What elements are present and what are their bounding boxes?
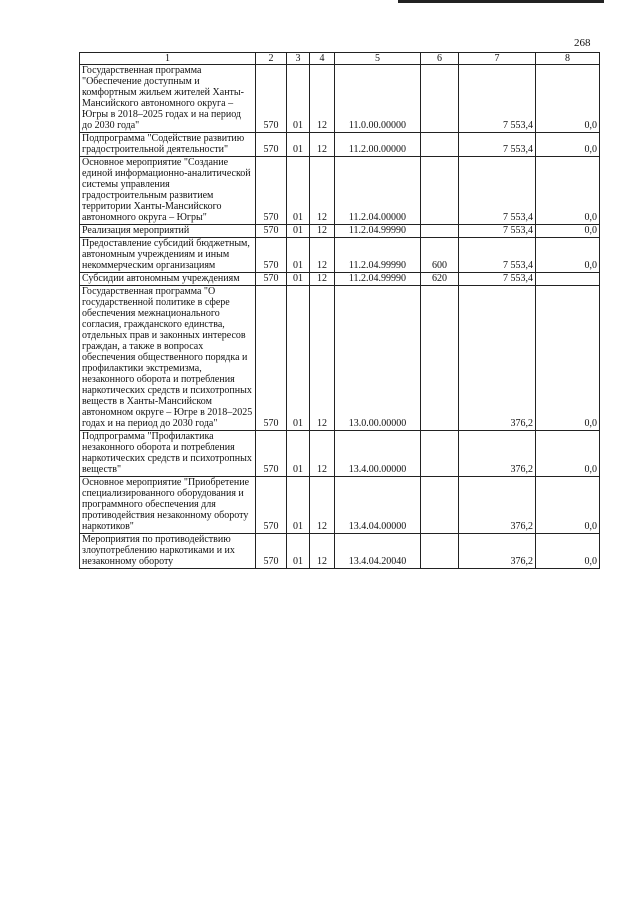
section-code-cell: 01 <box>287 431 310 477</box>
table-row <box>80 225 600 238</box>
amount-cell: 376,2 <box>459 477 536 534</box>
expense-type-cell <box>421 65 459 133</box>
table-row <box>80 65 600 133</box>
section-code-cell: 01 <box>287 534 310 569</box>
section-code-cell: 01 <box>287 225 310 238</box>
expense-type-cell <box>421 157 459 225</box>
target-article-cell: 11.2.04.99990 <box>335 225 421 238</box>
subsection-code-cell: 12 <box>310 534 335 569</box>
row-name-cell: Государственная программа "Обеспечение доступным и комфортным жильем жителей Ханты-Мансийского автономного округа – Югры в 2018–2025 годах и на период до 2030 года" <box>80 65 256 133</box>
subsection-code-cell: 12 <box>310 431 335 477</box>
federal-amount-cell: 0,0 <box>536 477 600 534</box>
federal-amount-cell <box>536 273 600 286</box>
column-header-5: 5 <box>335 53 421 65</box>
admin-code-cell: 570 <box>256 273 287 286</box>
column-header-1: 1 <box>80 53 256 65</box>
subsection-code-cell: 12 <box>310 225 335 238</box>
subsection-code-cell: 12 <box>310 238 335 273</box>
budget-table-wrapper <box>79 52 600 569</box>
federal-amount-cell: 0,0 <box>536 238 600 273</box>
table-row <box>80 431 600 477</box>
table-row <box>80 157 600 225</box>
table-row <box>80 238 600 273</box>
amount-cell: 376,2 <box>459 286 536 431</box>
expense-type-cell: 600 <box>421 238 459 273</box>
table-body <box>80 65 600 569</box>
column-header-3: 3 <box>287 53 310 65</box>
federal-amount-cell: 0,0 <box>536 534 600 569</box>
row-name-cell: Подпрограмма "Профилактика незаконного оборота и потребления наркотических средств и психотропных веществ" <box>80 431 256 477</box>
row-name-cell: Основное мероприятие "Приобретение специализированного оборудования и программного обеспечения для противодействия незаконному обороту наркотиков" <box>80 477 256 534</box>
amount-cell: 376,2 <box>459 431 536 477</box>
target-article-cell: 11.2.04.00000 <box>335 157 421 225</box>
table-row <box>80 286 600 431</box>
federal-amount-cell: 0,0 <box>536 431 600 477</box>
table-row <box>80 534 600 569</box>
admin-code-cell: 570 <box>256 65 287 133</box>
column-header-6: 6 <box>421 53 459 65</box>
row-name-cell: Реализация мероприятий <box>80 225 256 238</box>
table-row <box>80 133 600 157</box>
expense-type-cell <box>421 225 459 238</box>
table-header-row <box>80 53 600 65</box>
budget-table <box>79 52 600 569</box>
amount-cell: 7 553,4 <box>459 133 536 157</box>
subsection-code-cell: 12 <box>310 286 335 431</box>
admin-code-cell: 570 <box>256 157 287 225</box>
admin-code-cell: 570 <box>256 477 287 534</box>
column-header-8: 8 <box>536 53 600 65</box>
amount-cell: 376,2 <box>459 534 536 569</box>
target-article-cell: 13.4.04.00000 <box>335 477 421 534</box>
federal-amount-cell: 0,0 <box>536 225 600 238</box>
expense-type-cell: 620 <box>421 273 459 286</box>
subsection-code-cell: 12 <box>310 133 335 157</box>
page-number: 268 <box>574 37 591 49</box>
amount-cell: 7 553,4 <box>459 225 536 238</box>
federal-amount-cell: 0,0 <box>536 286 600 431</box>
expense-type-cell <box>421 286 459 431</box>
row-name-cell: Субсидии автономным учреждениям <box>80 273 256 286</box>
table-row <box>80 477 600 534</box>
amount-cell: 7 553,4 <box>459 238 536 273</box>
expense-type-cell <box>421 477 459 534</box>
section-code-cell: 01 <box>287 65 310 133</box>
expense-type-cell <box>421 534 459 569</box>
admin-code-cell: 570 <box>256 431 287 477</box>
amount-cell: 7 553,4 <box>459 273 536 286</box>
subsection-code-cell: 12 <box>310 157 335 225</box>
admin-code-cell: 570 <box>256 534 287 569</box>
amount-cell: 7 553,4 <box>459 157 536 225</box>
row-name-cell: Государственная программа "О государственной политике в сфере обеспечения межнационального согласия, гражданского единства, отдельных прав и законных интересов граждан, а также в вопросах обеспечения общественного порядка и профилактики экстремизма, незаконного оборота и потребления наркотических средств и психотропных веществ в Ханты-Мансийском автономном округе – Югре в 2018–2025 годах и на период до 2030 года" <box>80 286 256 431</box>
federal-amount-cell: 0,0 <box>536 157 600 225</box>
federal-amount-cell: 0,0 <box>536 65 600 133</box>
admin-code-cell: 570 <box>256 133 287 157</box>
top-rule <box>398 0 604 3</box>
target-article-cell: 11.2.04.99990 <box>335 238 421 273</box>
section-code-cell: 01 <box>287 133 310 157</box>
row-name-cell: Мероприятия по противодействию злоупотреблению наркотиками и их незаконному обороту <box>80 534 256 569</box>
target-article-cell: 11.0.00.00000 <box>335 65 421 133</box>
subsection-code-cell: 12 <box>310 477 335 534</box>
row-name-cell: Подпрограмма "Содействие развитию градостроительной деятельности" <box>80 133 256 157</box>
subsection-code-cell: 12 <box>310 65 335 133</box>
table-row <box>80 273 600 286</box>
target-article-cell: 13.4.04.20040 <box>335 534 421 569</box>
target-article-cell: 13.4.00.00000 <box>335 431 421 477</box>
section-code-cell: 01 <box>287 238 310 273</box>
section-code-cell: 01 <box>287 157 310 225</box>
expense-type-cell <box>421 133 459 157</box>
row-name-cell: Основное мероприятие "Создание единой информационно-аналитической системы управления градостроительным развитием территории Ханты-Мансийского автономного округа – Югры" <box>80 157 256 225</box>
column-header-7: 7 <box>459 53 536 65</box>
target-article-cell: 11.2.04.99990 <box>335 273 421 286</box>
row-name-cell: Предоставление субсидий бюджетным, автономным учреждениям и иным некоммерческим организациям <box>80 238 256 273</box>
subsection-code-cell: 12 <box>310 273 335 286</box>
section-code-cell: 01 <box>287 477 310 534</box>
target-article-cell: 11.2.00.00000 <box>335 133 421 157</box>
admin-code-cell: 570 <box>256 286 287 431</box>
admin-code-cell: 570 <box>256 225 287 238</box>
section-code-cell: 01 <box>287 286 310 431</box>
federal-amount-cell: 0,0 <box>536 133 600 157</box>
section-code-cell: 01 <box>287 273 310 286</box>
admin-code-cell: 570 <box>256 238 287 273</box>
target-article-cell: 13.0.00.00000 <box>335 286 421 431</box>
column-header-2: 2 <box>256 53 287 65</box>
column-header-4: 4 <box>310 53 335 65</box>
expense-type-cell <box>421 431 459 477</box>
amount-cell: 7 553,4 <box>459 65 536 133</box>
